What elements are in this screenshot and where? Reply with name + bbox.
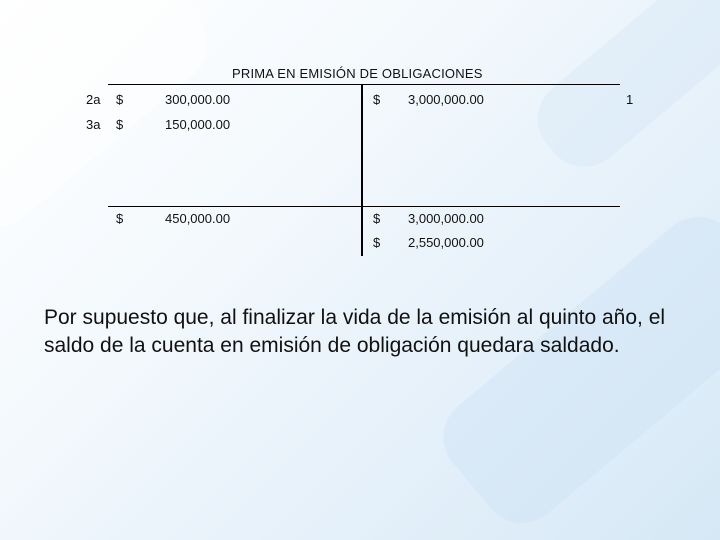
explanation-paragraph: Por supuesto que, al finalizar la vida de la emisión al quinto año, el saldo de la cuenta en emisión de obligación quedara saldado. — [44, 306, 666, 357]
balance-currency: $ — [373, 235, 381, 250]
entry-ref: 3a — [86, 117, 101, 132]
entry-ref: 1 — [626, 92, 634, 107]
entry-amount: 300,000.00 — [165, 92, 231, 107]
t-account-divider — [361, 84, 363, 256]
entry-currency: $ — [373, 92, 381, 107]
credit-total-currency: $ — [373, 211, 381, 226]
background-shape — [521, 0, 720, 183]
t-account-top-line — [108, 84, 620, 85]
entry-amount: 3,000,000.00 — [408, 92, 484, 107]
entry-ref: 2a — [86, 92, 101, 107]
background-shape — [427, 201, 720, 540]
entry-currency: $ — [116, 117, 124, 132]
entry-currency: $ — [116, 92, 124, 107]
account-title: PRIMA EN EMISIÓN DE OBLIGACIONES — [232, 66, 483, 81]
debit-total-amount: 450,000.00 — [165, 211, 231, 226]
balance-amount: 2,550,000.00 — [408, 235, 484, 250]
totals-line — [108, 206, 620, 207]
debit-total-currency: $ — [116, 211, 124, 226]
credit-total-amount: 3,000,000.00 — [408, 211, 484, 226]
entry-amount: 150,000.00 — [165, 117, 231, 132]
